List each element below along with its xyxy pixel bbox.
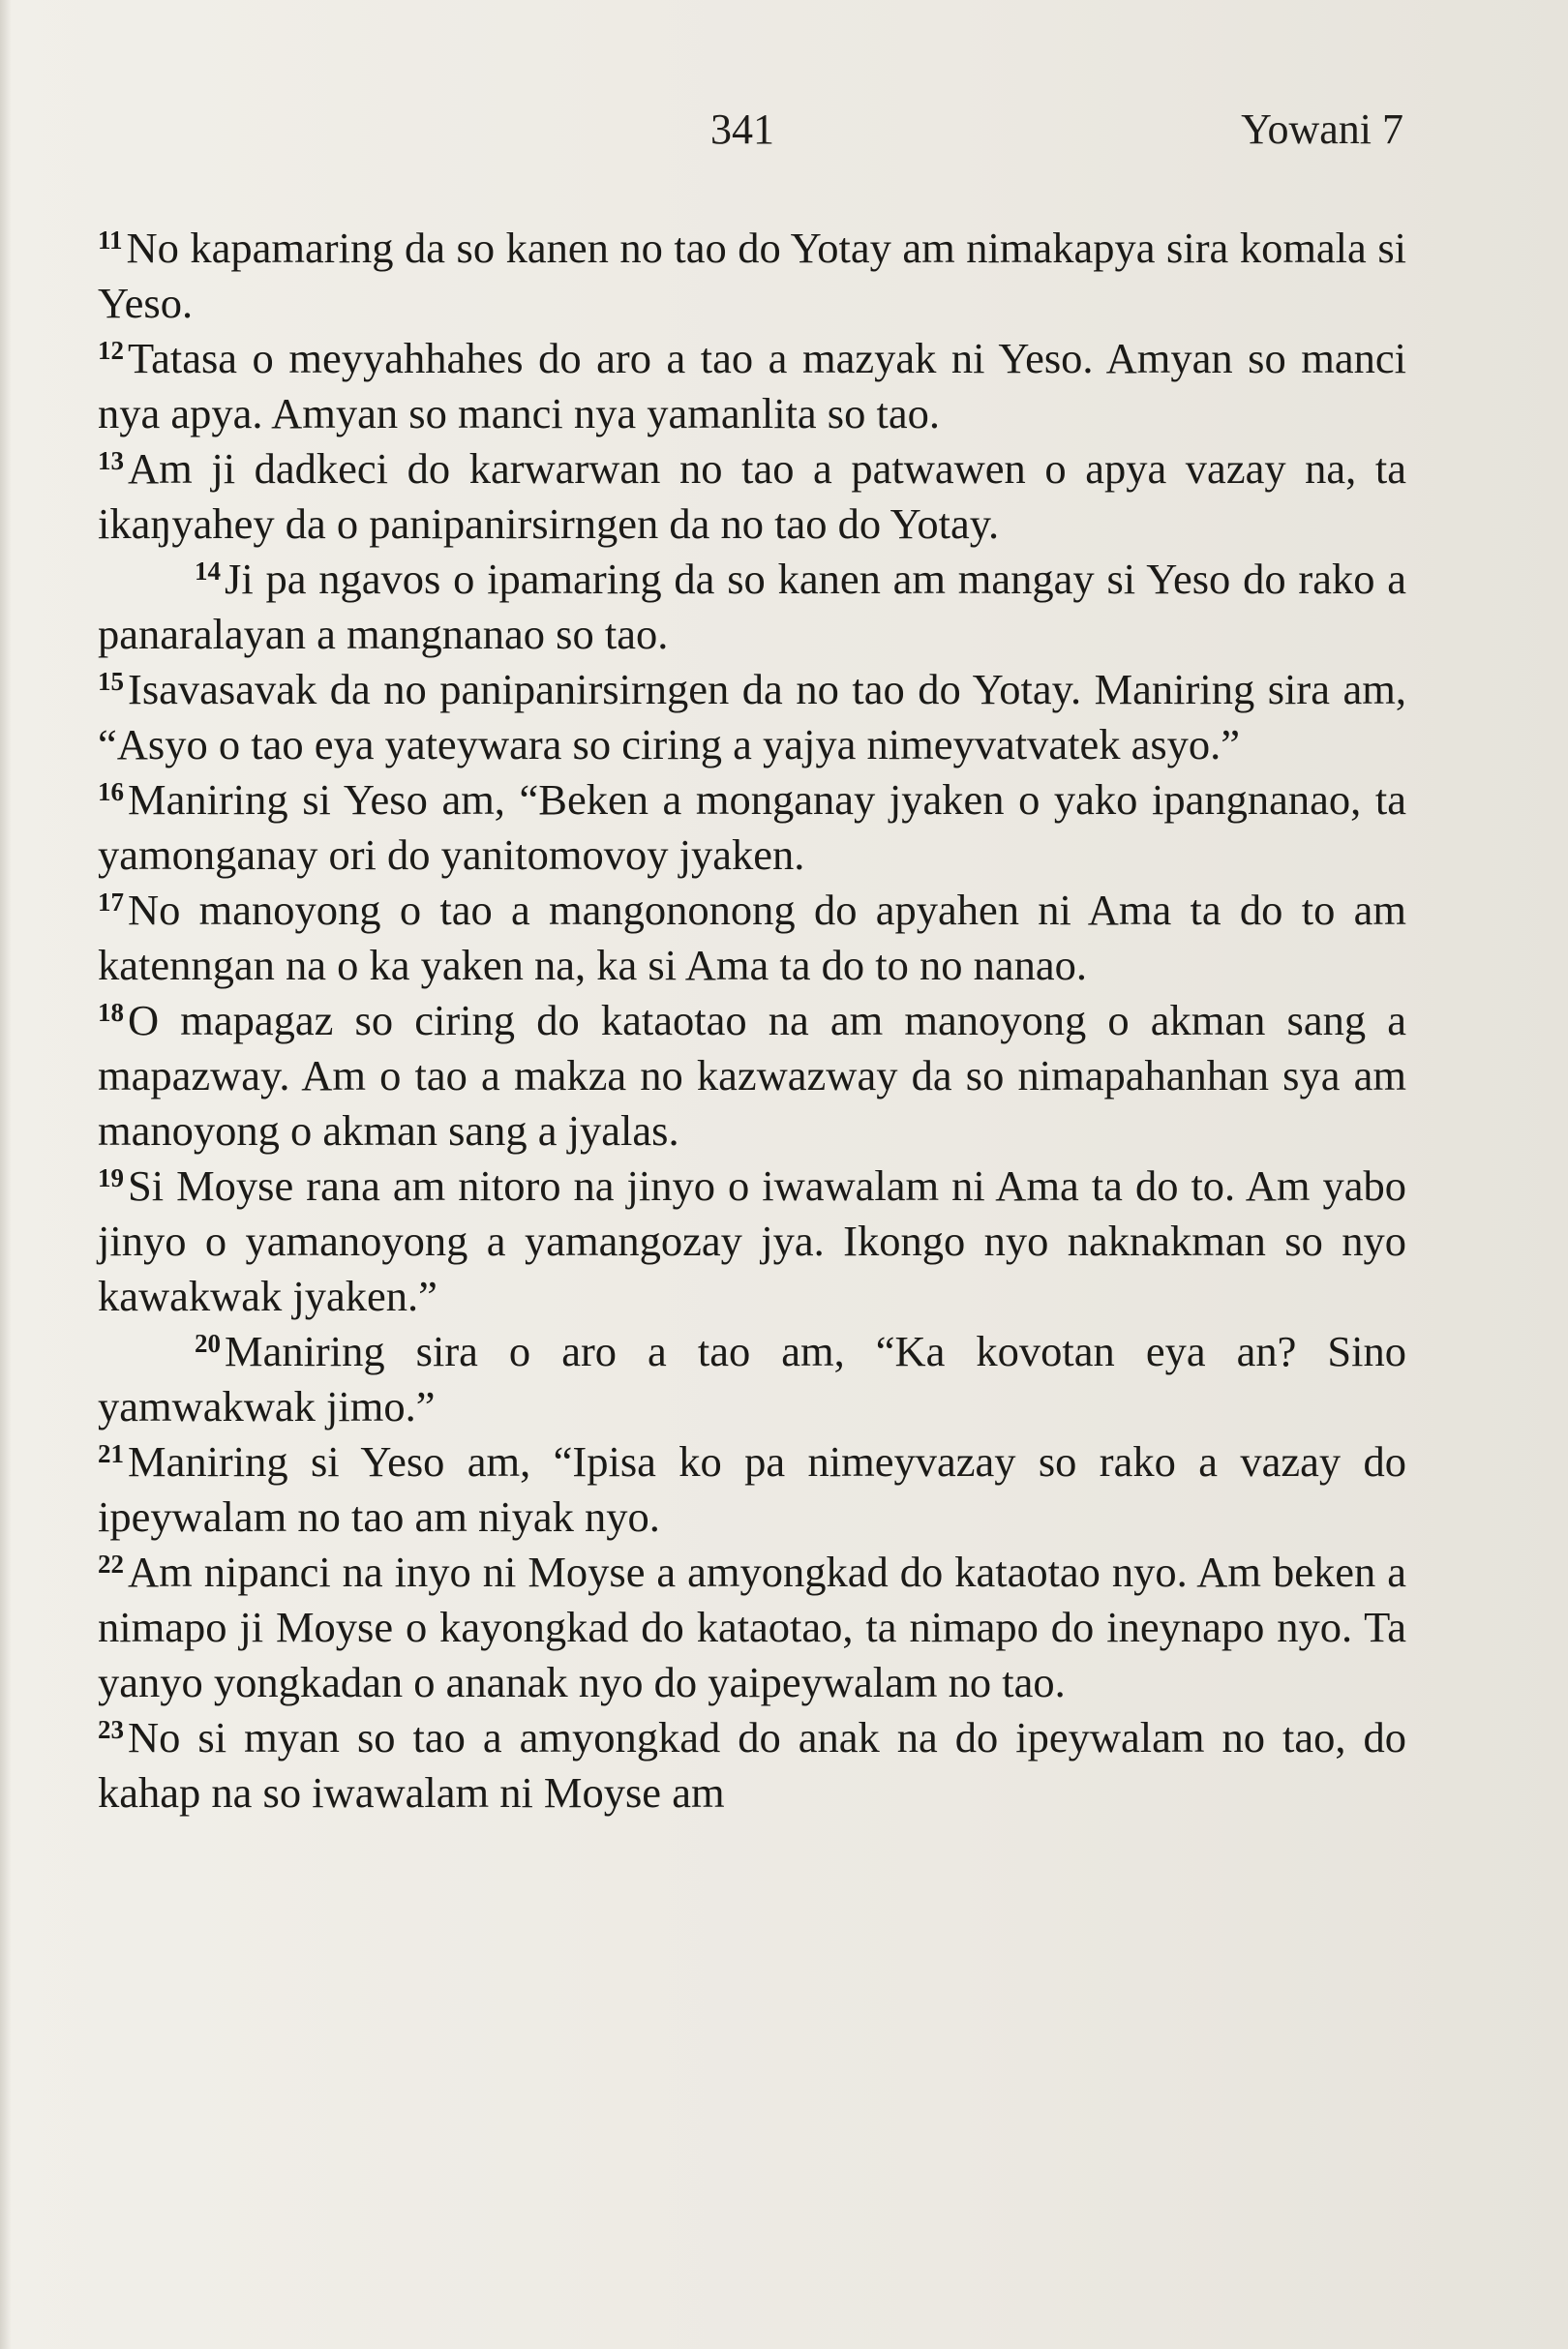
verse-text: Am nipanci na inyo ni Moyse a amyongkad do kataotao nyo. Am beken a nimapo ji Moyse o kayongkad do kataotao, ta nimapo do ineynapo nyo. Ta yanyo yongkadan o ananak nyo do yaipeywalam no tao.	[98, 1548, 1406, 1706]
scripture-text	[98, 221, 1406, 1821]
verse-text: No si myan so tao a amyongkad do anak na do ipeywalam no tao, do kahap na so iwawalam ni Moyse am	[98, 1713, 1406, 1817]
verse-number: 15	[98, 667, 124, 696]
verse-text: No kapamaring da so kanen no tao do Yotay am nimakapya sira komala si Yeso.	[98, 224, 1406, 327]
verse-19	[98, 1159, 1406, 1324]
verse-text: Maniring si Yeso am, “Beken a monganay jyaken o yako ipangnanao, ta yamonganay ori do yanitomovoy jyaken.	[98, 775, 1406, 879]
verse-14	[98, 552, 1406, 662]
page-number: 341	[710, 105, 774, 153]
verse-23	[98, 1710, 1406, 1821]
verse-number: 17	[98, 888, 124, 917]
verse-number: 14	[195, 557, 221, 586]
verse-text: No manoyong o tao a mangononong do apyahen ni Ama ta do to am katenngan na o ka yaken na, ka si Ama ta do to no nanao.	[98, 886, 1406, 989]
verse-text: Tatasa o meyyahhahes do aro a tao a mazyak ni Yeso. Amyan so manci nya apya. Amyan so manci nya yamanlita so tao.	[98, 334, 1406, 437]
verse-text: Maniring sira o aro a tao am, “Ka kovotan eya an? Sino yamwakwak jimo.”	[98, 1327, 1406, 1430]
verse-number: 23	[98, 1715, 124, 1744]
verse-16	[98, 772, 1406, 883]
verse-17	[98, 883, 1406, 993]
verse-18	[98, 993, 1406, 1159]
verse-13	[98, 441, 1406, 552]
verse-20	[98, 1324, 1406, 1434]
verse-number: 19	[98, 1163, 124, 1192]
verse-number: 22	[98, 1550, 124, 1579]
verse-number: 11	[98, 226, 123, 255]
verse-number: 16	[98, 777, 124, 806]
running-head	[97, 105, 1403, 163]
verse-text: Si Moyse rana am nitoro na jinyo o iwawalam ni Ama ta do to. Am yabo jinyo o yamanoyong a yamangozay jya. Ikongo nyo naknakman so nyo kawakwak jyaken.”	[98, 1161, 1406, 1320]
verse-number: 12	[98, 336, 124, 365]
verse-text: Am ji dadkeci do karwarwan no tao a patwawen o apya vazay na, ta ikaŋyahey da o panipanirsirngen da no tao do Yotay.	[98, 444, 1406, 548]
verse-21	[98, 1434, 1406, 1545]
verse-number: 20	[195, 1329, 221, 1358]
verse-number: 21	[98, 1439, 124, 1468]
verse-number: 18	[98, 998, 124, 1027]
verse-15	[98, 662, 1406, 772]
verse-text: Ji pa ngavos o ipamaring da so kanen am mangay si Yeso do rako a panaralayan a mangnanao so tao.	[98, 555, 1406, 658]
verse-text: Isavasavak da no panipanirsirngen da no tao do Yotay. Maniring sira am, “Asyo o tao eya yateywara so ciring a yajya nimeyvatvatek asyo.”	[98, 665, 1406, 768]
verse-12	[98, 331, 1406, 441]
verse-text: Maniring si Yeso am, “Ipisa ko pa nimeyvazay so rako a vazay do ipeywalam no tao am niyak nyo.	[98, 1437, 1406, 1541]
verse-number: 13	[98, 446, 124, 475]
verse-text: O mapagaz so ciring do kataotao na am manoyong o akman sang a mapazway. Am o tao a makza no kazwazway da so nimapahanhan sya am manoyong o akman sang a jyalas.	[98, 996, 1406, 1155]
verse-22	[98, 1545, 1406, 1710]
book-chapter-title: Yowani 7	[1241, 105, 1403, 153]
verse-11	[98, 221, 1406, 331]
